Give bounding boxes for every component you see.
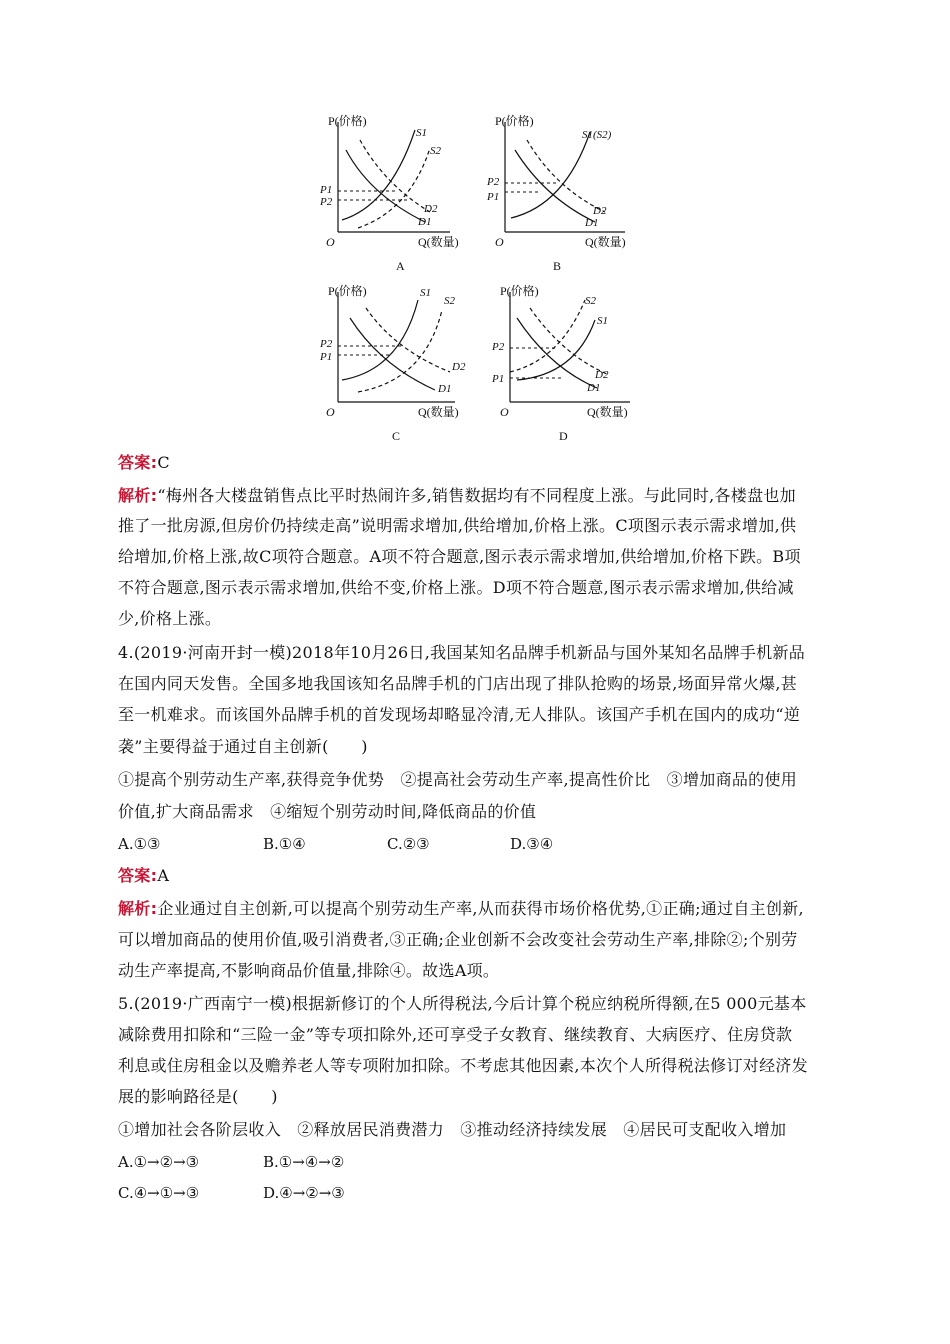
svg-text:S2: S2 xyxy=(585,295,596,307)
y-axis-label: P(价格) xyxy=(328,114,367,128)
q3-analysis-line: 不符合题意,图示表示需求增加,供给不变,价格上涨。D项不符合题意,图示表示需求增加,供给减 xyxy=(118,578,794,597)
svg-text:O: O xyxy=(495,235,504,249)
svg-text:D1: D1 xyxy=(418,216,432,228)
q4-statement-line: 价值,扩大商品需求 ④缩短个别劳动时间,降低商品的价值 xyxy=(118,802,537,821)
q4-option-c[interactable]: C.②③ xyxy=(387,835,430,853)
q4-option-b[interactable]: B.①④ xyxy=(263,835,306,853)
q4-stem-line: 在国内同天发售。全国多地我国该知名品牌手机的门店出现了排队抢购的场景,场面异常火爆,甚 xyxy=(118,674,798,693)
q4-analysis-line: 可以增加商品的使用价值,吸引消费者,③正确;企业创新不会改变社会劳动生产率,排除②;个别劳 xyxy=(118,930,798,949)
q5-stem-line: 利息或住房租金以及赡养老人等专项附加扣除。不考虑其他因素,本次个人所得税法修订对经济发 xyxy=(118,1056,808,1075)
svg-text:P1: P1 xyxy=(487,191,500,203)
q5-stem-line: 展的影响路径是( ) xyxy=(118,1087,278,1106)
q3-analysis-line: 推了一批房源,但房价仍持续走高”说明需求增加,供给增加,价格上涨。C项图示表示需求增加,供 xyxy=(118,516,797,535)
svg-text:P(价格): P(价格) xyxy=(328,284,367,298)
graph-d xyxy=(475,280,645,450)
svg-text:D1: D1 xyxy=(438,383,452,395)
figure-b xyxy=(475,110,645,280)
demand-curve-d1 xyxy=(346,150,425,222)
q3-analysis-line: 少,价格上涨。 xyxy=(118,609,222,628)
svg-text:P(价格): P(价格) xyxy=(500,284,539,298)
svg-text:P(价格): P(价格) xyxy=(495,114,534,128)
svg-text:S1: S1 xyxy=(416,127,427,139)
q4-statement-line: ①提高个别劳动生产率,获得竞争优势 ②提高社会劳动生产率,提高性价比 ③增加商品的使用 xyxy=(118,770,798,789)
q5-stem-line: 减除费用扣除和“三险一金”等专项扣除外,还可享受子女教育、继续教育、大病医疗、住房贷款 xyxy=(118,1025,793,1044)
graph-c xyxy=(300,280,470,450)
svg-text:B: B xyxy=(553,259,562,273)
svg-text:P2: P2 xyxy=(492,341,505,353)
svg-text:S2: S2 xyxy=(444,295,455,307)
svg-text:O: O xyxy=(326,235,335,249)
svg-text:O: O xyxy=(326,405,335,419)
svg-text:P2: P2 xyxy=(487,176,500,188)
demand-curve-d2 xyxy=(360,140,430,212)
q5-statement-line: ①增加社会各阶层收入 ②释放居民消费潜力 ③推动经济持续发展 ④居民可支配收入增加 xyxy=(118,1120,787,1139)
q5-option-d[interactable]: D.④→②→③ xyxy=(263,1184,345,1202)
svg-text:D1: D1 xyxy=(585,217,599,229)
supply-curve-s1 xyxy=(342,130,415,220)
svg-text:P2: P2 xyxy=(320,196,333,208)
q5-option-b[interactable]: B.①→④→② xyxy=(263,1153,345,1171)
q4-stem-line: 4.(2019·河南开封一模)2018年10月26日,我国某知名品牌手机新品与国外某知名品牌手机新品 xyxy=(118,643,806,662)
svg-text:O: O xyxy=(500,405,509,419)
figure-d xyxy=(475,280,645,450)
q4-analysis-line: 动生产率提高,不影响商品价值量,排除④。故选A项。 xyxy=(118,961,500,980)
svg-text:P2: P2 xyxy=(320,338,333,350)
q4-stem-line: 袭”主要得益于通过自主创新( ) xyxy=(118,737,368,756)
svg-text:P1: P1 xyxy=(320,351,333,363)
graph-b xyxy=(475,110,645,280)
graph-a xyxy=(300,110,470,280)
analysis-label: 解析: xyxy=(118,486,158,505)
analysis-label: 解析: xyxy=(118,899,158,918)
svg-text:D2: D2 xyxy=(593,205,607,217)
svg-text:D: D xyxy=(559,429,568,443)
q5-option-a[interactable]: A.①→②→③ xyxy=(118,1153,200,1171)
q4-stem-line: 至一机难求。而该国外品牌手机的首发现场却略显冷清,无人排队。该国产手机在国内的成功“逆 xyxy=(118,705,801,724)
svg-text:Q(数量): Q(数量) xyxy=(587,405,628,419)
q5-stem-line: 5.(2019·广西南宁一模)根据新修订的个人所得税法,今后计算个税应纳税所得额,在5 000元基本 xyxy=(118,994,807,1013)
svg-text:S1(S2): S1(S2) xyxy=(582,129,612,141)
svg-text:P1: P1 xyxy=(492,373,505,385)
svg-text:D1: D1 xyxy=(587,382,601,394)
figure-a xyxy=(300,110,470,280)
x-axis-label: Q(数量) xyxy=(418,235,459,249)
q3-answer xyxy=(118,453,848,473)
q4-answer xyxy=(118,866,848,886)
answer-label: 答案: xyxy=(118,866,158,885)
svg-text:D2: D2 xyxy=(452,361,466,373)
figure-caption: A xyxy=(396,259,405,273)
svg-text:S1: S1 xyxy=(420,287,431,299)
q3-analysis-line: 解析:“梅州各大楼盘销售点比平时热闹许多,销售数据均有不同程度上涨。与此同时,各楼盘也加 xyxy=(118,486,796,505)
answer-value: C xyxy=(157,453,170,472)
figure-c xyxy=(300,280,470,450)
svg-text:Q(数量): Q(数量) xyxy=(585,235,626,249)
svg-text:D2: D2 xyxy=(424,203,438,215)
svg-text:S1: S1 xyxy=(597,315,608,327)
q4-analysis-line: 解析:企业通过自主创新,可以提高个别劳动生产率,从而获得市场价格优势,①正确;通过自主创新, xyxy=(118,899,804,918)
answer-value: A xyxy=(157,866,170,885)
svg-text:D2: D2 xyxy=(595,369,609,381)
q4-option-d[interactable]: D.③④ xyxy=(510,835,554,853)
q4-option-a[interactable]: A.①③ xyxy=(118,835,161,853)
q5-option-c[interactable]: C.④→①→③ xyxy=(118,1184,200,1202)
svg-text:Q(数量): Q(数量) xyxy=(418,405,459,419)
svg-text:P1: P1 xyxy=(320,184,333,196)
q3-analysis-line: 给增加,价格上涨,故C项符合题意。A项不符合题意,图示表示需求增加,供给增加,价格下跌。B项 xyxy=(118,547,801,566)
svg-text:C: C xyxy=(392,429,401,443)
answer-label: 答案: xyxy=(118,453,158,472)
svg-text:S2: S2 xyxy=(430,145,441,157)
